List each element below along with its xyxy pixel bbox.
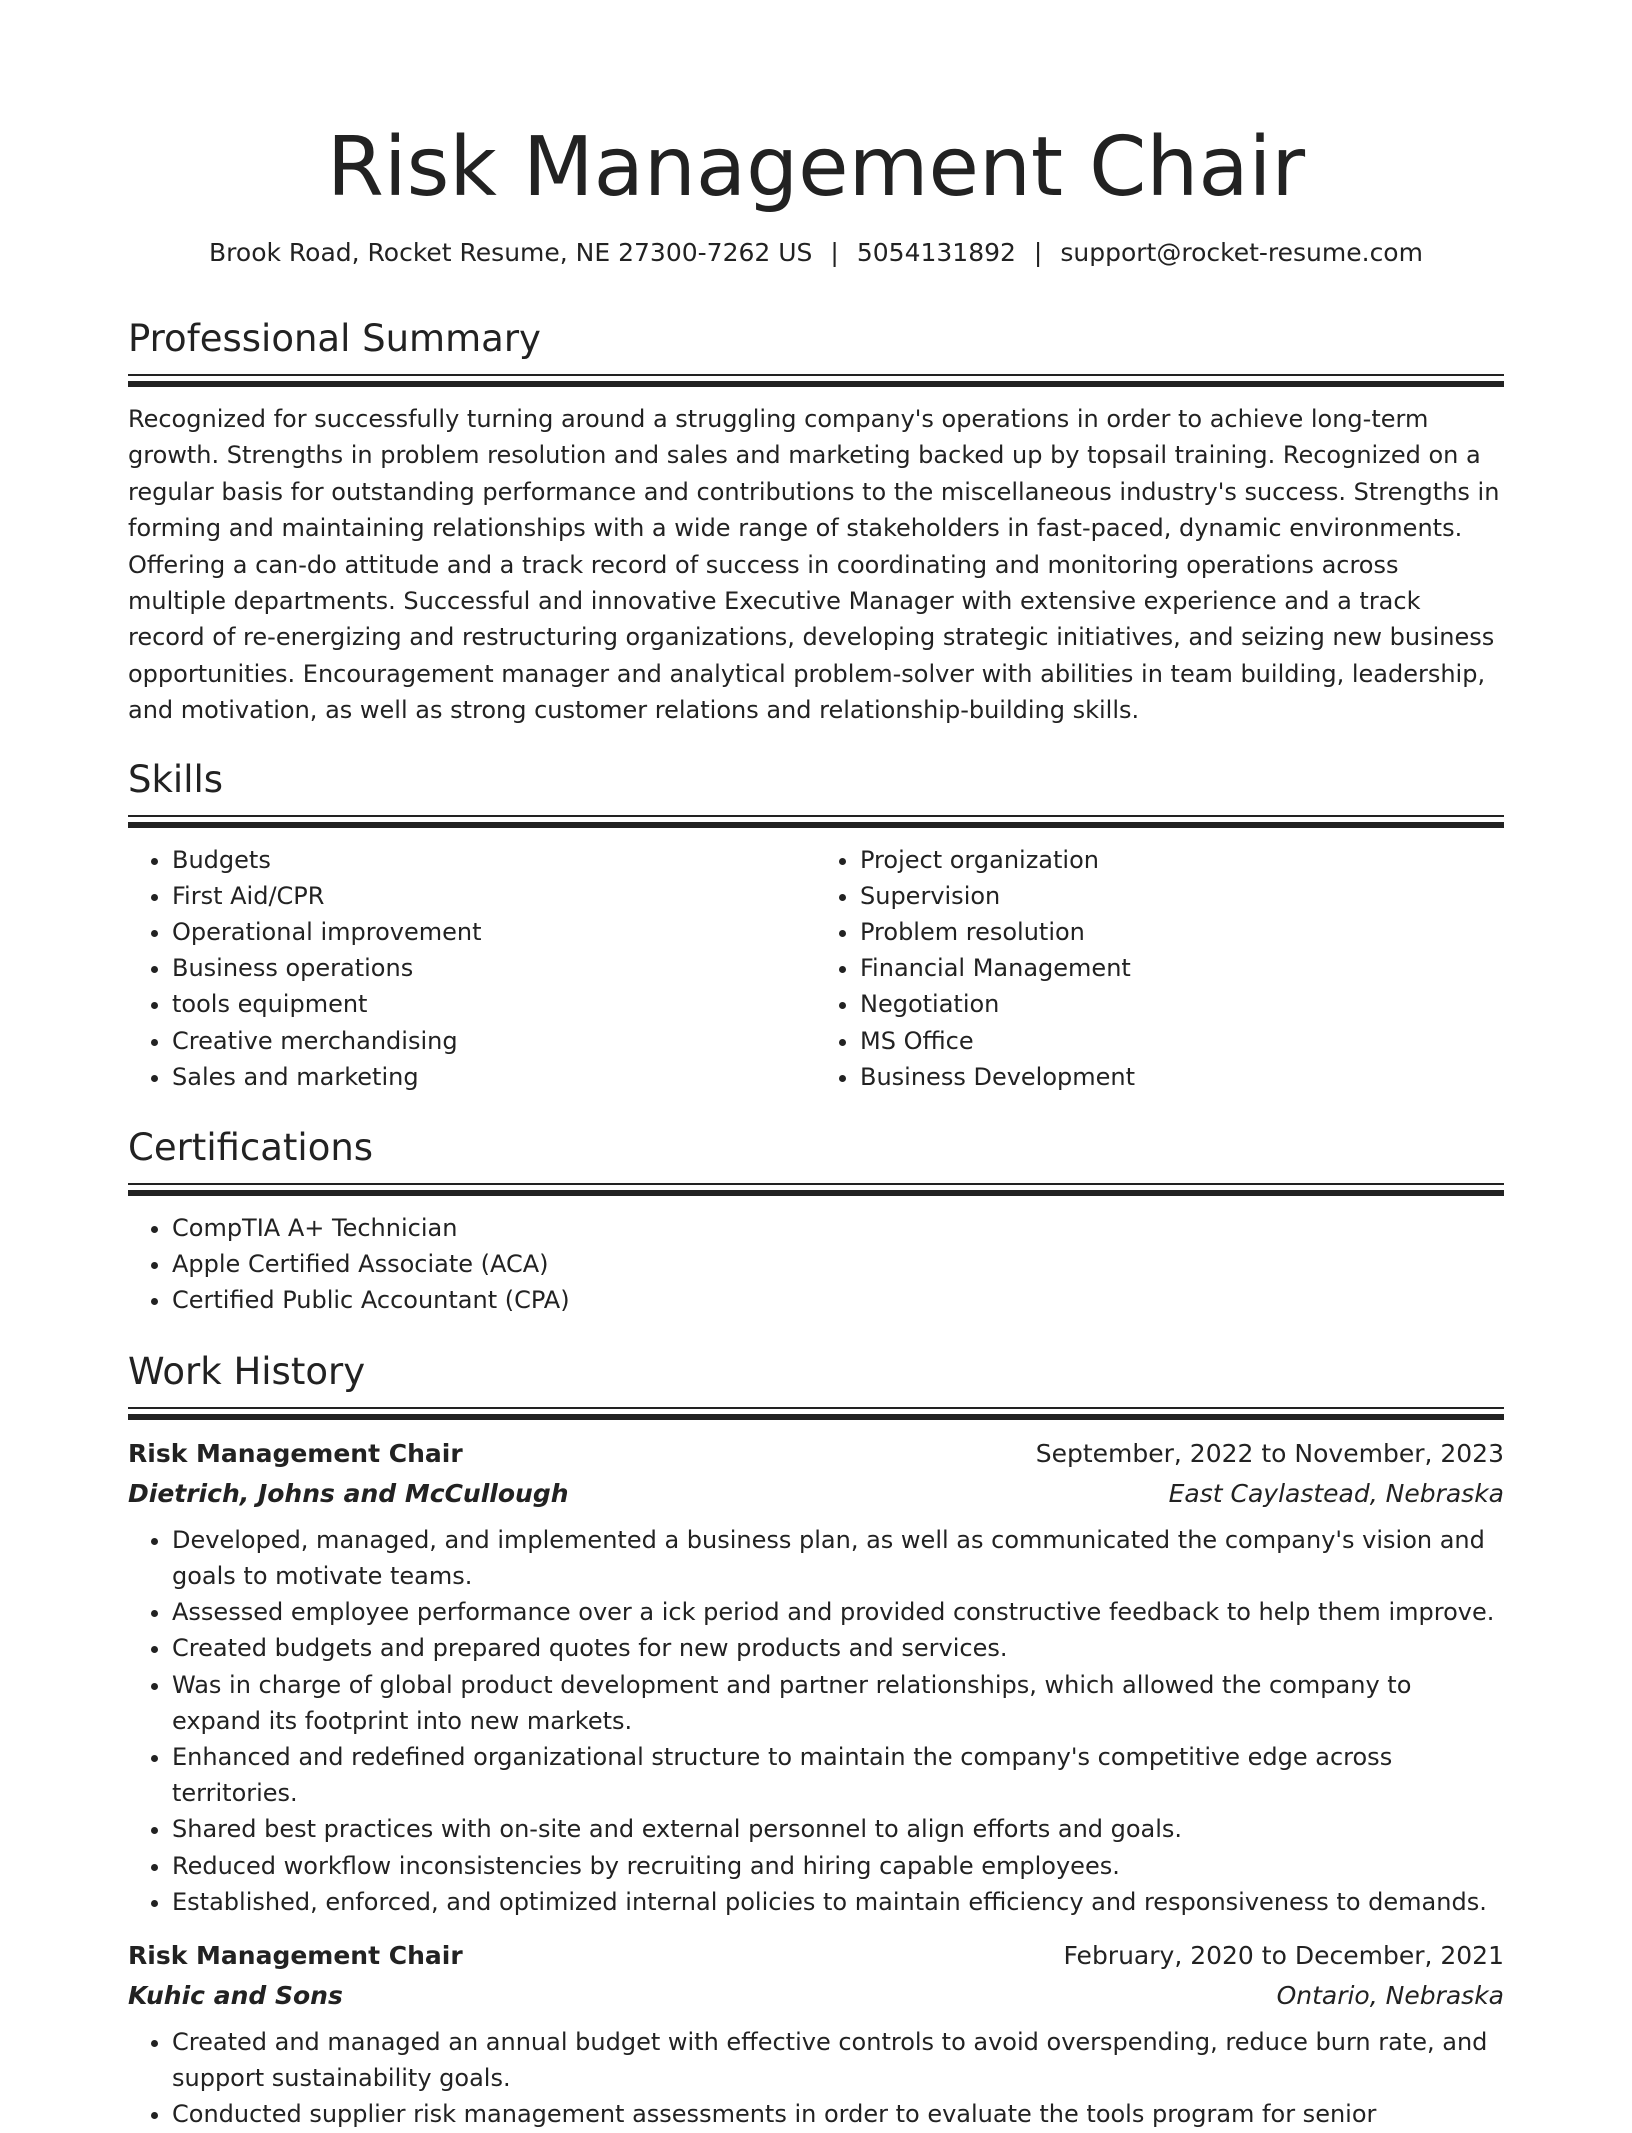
job-company: Dietrich, Johns and McCullough (128, 1478, 569, 1508)
job-bullet: • Enhanced and redefined organizational structure to maintain the company's competitive edge across territories. (172, 1739, 1504, 1811)
summary-text: Recognized for successfully turning around a struggling company's operations in order to achieve long-term growth. Strengths in problem resolution and sales and marketing backed up by topsail training. Recognized on a regular basis for outstanding performance and contributions to the miscellaneous industry's success. Strengths in forming and maintaining relationships with a wide range of stakeholders in fast-paced, dynamic environments. Offering a can-do attitude and a track record of success in coordinating and monitoring operations across multiple departments. Successful and innovative Executive Manager with extensive experience and a track record of re-energizing and restructuring organizations, developing strategic initiatives, and seizing new business opportunities. Encouragement manager and analytical problem-solver with abilities in team building, leadership, and motivation, as well as strong customer relations and relationship-building skills. (128, 405, 1500, 725)
job-location: Ontario, Nebraska (1276, 1980, 1504, 2010)
contact-email: support@rocket-resume.com (1060, 238, 1423, 267)
skill-item: • Business Development (860, 1059, 1504, 1095)
certification-item: • Apple Certified Associate (ACA) (172, 1246, 1504, 1282)
job-bullet: • Established, enforced, and optimized internal policies to maintain efficiency and responsiveness to demands. (172, 1884, 1504, 1920)
section-divider (128, 815, 1504, 828)
job-bullet: • Created and managed an annual budget with effective controls to avoid overspending, reduce burn rate, and support sustainability goals. (172, 2024, 1504, 2096)
skills-list-right (816, 842, 1504, 1095)
section-divider (128, 1407, 1504, 1420)
section-title: Certifications (128, 1126, 374, 1170)
skills-section (128, 755, 1504, 1095)
job-location: East Caylastead, Nebraska (1168, 1478, 1504, 1508)
section-title: Skills (128, 757, 224, 801)
skill-item: • Problem resolution (860, 914, 1504, 950)
job-dates: February, 2020 to December, 2021 (1063, 1940, 1504, 1970)
certifications-section (128, 1123, 1504, 1319)
certification-item: • CompTIA A+ Technician (172, 1210, 1504, 1246)
section-title: Work History (128, 1349, 366, 1393)
job-bullet: • Shared best practices with on-site and external personnel to align efforts and goals. (172, 1811, 1504, 1847)
job-title: Risk Management Chair (128, 1940, 463, 1970)
job-title: Risk Management Chair (128, 1438, 463, 1468)
skill-item: • Operational improvement (172, 914, 816, 950)
resume-name: Risk Management Chair (326, 120, 1306, 215)
skill-item: • MS Office (860, 1023, 1504, 1059)
professional-summary-section (128, 314, 1504, 729)
job-bullets (128, 1522, 1504, 1920)
skills-list-left (128, 842, 816, 1095)
contact-line (128, 236, 1504, 270)
job-company-row (128, 1474, 1504, 1514)
skill-item: • Budgets (172, 842, 816, 878)
skill-item: • Financial Management (860, 950, 1504, 986)
skill-item: • Creative merchandising (172, 1023, 816, 1059)
skill-item: • Sales and marketing (172, 1059, 816, 1095)
job-bullets (128, 2024, 1504, 2133)
job-company: Kuhic and Sons (128, 1980, 343, 2010)
certifications-list (128, 1210, 1504, 1319)
skill-item: • Business operations (172, 950, 816, 986)
job-dates: September, 2022 to November, 2023 (1035, 1438, 1504, 1468)
section-divider (128, 374, 1504, 387)
certification-item: • Certified Public Accountant (CPA) (172, 1282, 1504, 1318)
resume-page (128, 0, 1504, 2133)
contact-separator: | (830, 238, 839, 267)
job-bullet: • Developed, managed, and implemented a business plan, as well as communicated the company's vision and goals to motivate teams. (172, 1522, 1504, 1594)
skill-item: • Negotiation (860, 986, 1504, 1022)
contact-phone: 5054131892 (856, 238, 1016, 267)
job-bullet: • Reduced workflow inconsistencies by recruiting and hiring capable employees. (172, 1848, 1504, 1884)
job-header-row (128, 1434, 1504, 1474)
job-company-row (128, 1976, 1504, 2016)
job-bullet: • Conducted supplier risk management assessments in order to evaluate the tools program for senior (172, 2096, 1504, 2132)
skill-item: • Project organization (860, 842, 1504, 878)
job-bullet: • Assessed employee performance over a ick period and provided constructive feedback to help them improve. (172, 1594, 1504, 1630)
skill-item: • First Aid/CPR (172, 878, 816, 914)
section-divider (128, 1183, 1504, 1196)
contact-address: Brook Road, Rocket Resume, NE 27300-7262 US (209, 238, 813, 267)
contact-separator: | (1033, 238, 1043, 267)
job-bullet: • Created budgets and prepared quotes for new products and services. (172, 1630, 1504, 1666)
skills-grid (128, 842, 1504, 1095)
job-entry (128, 1434, 1504, 1920)
job-header-row (128, 1936, 1504, 1976)
job-bullet: • Was in charge of global product development and partner relationships, which allowed the company to expand its footprint into new markets. (172, 1667, 1504, 1739)
skill-item: • Supervision (860, 878, 1504, 914)
skill-item: • tools equipment (172, 986, 816, 1022)
job-entry (128, 1936, 1504, 2133)
work-history-section (128, 1347, 1504, 2133)
section-title: Professional Summary (128, 317, 541, 360)
